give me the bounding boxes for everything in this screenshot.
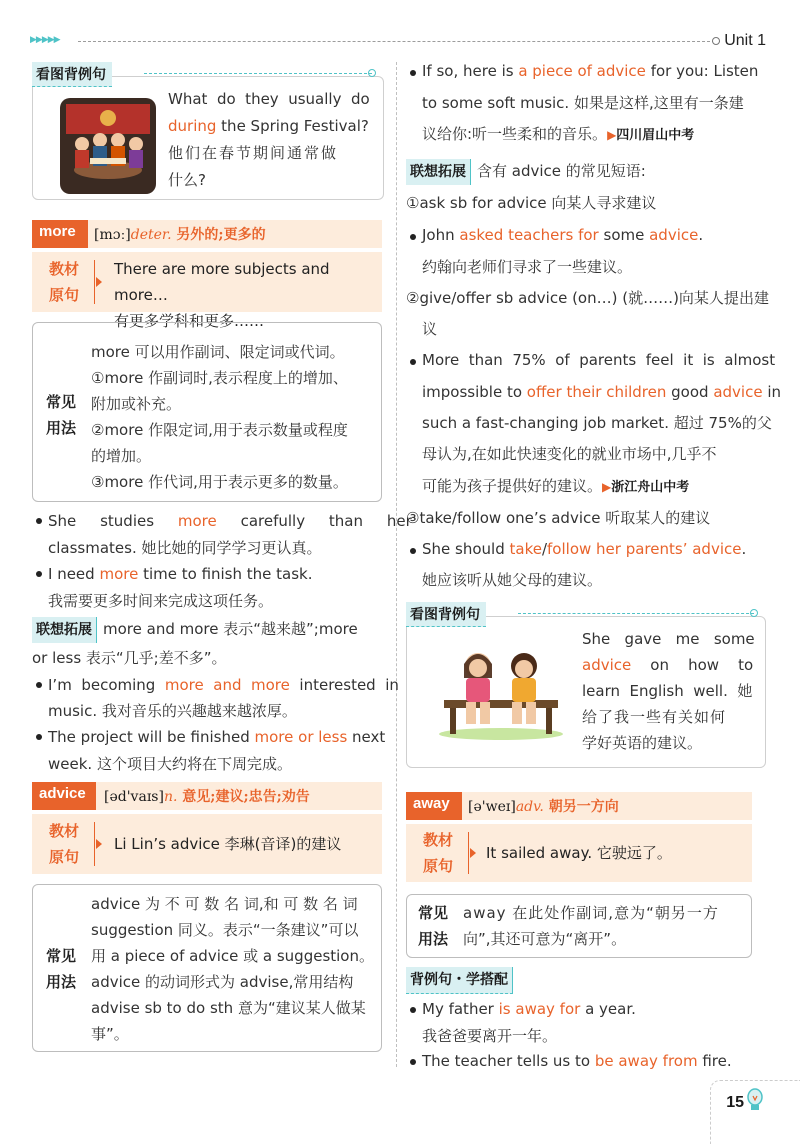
pic-example-tag: 看图背例句 (406, 602, 486, 627)
usage-line: 附加或补充。 (91, 395, 182, 413)
usage-line: ②more 作限定词,用于表示数量或程度 (91, 421, 348, 439)
example-more-2: I need more time to finish the task. (48, 565, 313, 583)
word-bar-away (406, 792, 752, 820)
phrase-2-example-l5: 可能为孩子提供好的建议。▶浙江舟山中考 (422, 477, 690, 495)
usage-box-more: 常见 用法 more 可以用作副词、限定词或代词。 ①more 作副词时,表示程度上的增加、 附加或补充。 ②more 作限定词,用于表示数量或程度 的增加。 ③more 作代词,用于表示更多的数量。 (32, 322, 382, 502)
pic-en-line-2: during the Spring Festival? (168, 117, 369, 135)
example-more-4: The project will be finished more or less next (48, 728, 386, 746)
pic-example-tag: 看图背例句 (32, 62, 112, 87)
pic-example-card-2 (406, 602, 768, 770)
phrase-3-example: She should take/follow her parents’ advice. (422, 540, 747, 558)
extension-more: 联想拓展 more and more 表示“越来越”;more (32, 616, 386, 643)
example-away-1: My father is away for a year. (422, 1000, 636, 1018)
phrase-2-example-l4: 母认为,在如此快速变化的就业市场中,几乎不 (422, 445, 717, 463)
textbook-source-advice: 教材 原句 Li Lin’s advice 李琳(音译)的建议 (32, 814, 382, 874)
usage-line: ①more 作副词时,表示程度上的增加、 (91, 369, 348, 387)
example-away-2: The teacher tells us to be away from fire. (422, 1052, 732, 1070)
family-dinner-illustration (60, 98, 156, 194)
word-bar-more (32, 220, 382, 248)
usage-line: more 可以用作副词、限定词或代词。 (91, 343, 345, 361)
pic2-zh-line-2: 学好英语的建议。 (582, 734, 703, 752)
pic-zh-line-1: 他们在春节期间通常做 (168, 144, 339, 162)
phrase-2-l2: 议 (422, 320, 438, 338)
pic2-zh-line-1: 给了我一些有关如何 (582, 708, 727, 726)
example-advice-1-l2: to some soft music. 如果是这样,这里有一条建 (422, 94, 744, 112)
example-away-1-zh: 我爸爸要离开一年。 (422, 1027, 558, 1045)
example-more-3: I’m becoming more and more interested in (48, 676, 399, 694)
example-more-3-zh: music. 我对音乐的兴趣越来越浓厚。 (48, 702, 297, 720)
unit-label: Unit 1 (724, 32, 766, 49)
extension-more-l2: or less 表示“几乎;差不多”。 (32, 649, 227, 667)
textbook-source-more: 教材 原句 There are more subjects and more… 有更多学科和更多…… (32, 252, 382, 312)
pic-zh-line-2: 什么? (168, 171, 206, 189)
pic2-en-line-1: She gave me some (582, 630, 755, 648)
example-advice-1: If so, here is a piece of advice for you: Listen (422, 62, 759, 80)
lightbulb-icon (746, 1088, 764, 1114)
example-more-1: She studies more carefully than her (48, 512, 412, 530)
usage-line: away 在此处作副词,意为“朝另一方 (463, 904, 719, 922)
textbook-source-away: 教材 原句 It sailed away. 它驶远了。 (406, 824, 752, 882)
usage-line: 向”,其还可意为“离开”。 (463, 930, 627, 948)
extension-advice: 联想拓展 含有 advice 的常见短语: (406, 158, 646, 185)
pic-example-card (32, 62, 388, 202)
phrase-1-example: John asked teachers for some advice. (422, 226, 704, 244)
usage-line: 事”。 (91, 1025, 129, 1043)
exam-source-stamp: 四川眉山中考 (616, 128, 695, 143)
example-advice-1-l3: 议给你:听一些柔和的音乐。▶四川眉山中考 (422, 125, 695, 143)
pic2-en-line-2: advice on how to (582, 656, 754, 674)
phrase-1-zh: 约翰向老师们寻求了一些建议。 (422, 258, 633, 276)
phrase-2-example-l2: impossible to offer their children good advice in (422, 383, 781, 401)
two-girls-bench-illustration (436, 642, 566, 742)
phrase-2-example-l1: More than 75% of parents feel it is almost (422, 351, 776, 369)
page-number: 15 (726, 1094, 744, 1111)
example-more-2-zh: 我需要更多时间来完成这项任务。 (48, 592, 274, 610)
usage-line: ③more 作代词,用于表示更多的数量。 (91, 473, 348, 491)
phrase-3: ③take/follow one’s advice 听取某人的建议 (406, 509, 711, 527)
example-more-1-zh: classmates. 她比她的同学学习更认真。 (48, 539, 322, 557)
header-arrows: ▶▶▶▶▶ (30, 35, 60, 45)
header-dot (712, 37, 720, 45)
header-rule (78, 41, 720, 42)
phonetic-away: [ə'weɪ]adv. 朝另一方向 (468, 799, 619, 815)
usage-box-advice: 常见 用法 advice 为 不 可 数 名 词,和 可 数 名 词 suggestion 同义。表示“一条建议”可以 用 a piece of advice 或 a suggestion。 advice 的动词形式为 advise,常用结构 advise sb to do sth 意为“建议某人做某 事”。 (32, 884, 382, 1052)
usage-box-away: 常见 用法 away 在此处作副词,意为“朝另一方 向”,其还可意为“离开”。 (406, 894, 752, 958)
usage-line: advice 为 不 可 数 名 词,和 可 数 名 词 (91, 895, 358, 913)
headword-more: more (32, 220, 88, 248)
phrase-2-example-l3: such a fast-changing job market. 超过 75%的父 (422, 414, 772, 432)
phrase-1: ①ask sb for advice 向某人寻求建议 (406, 194, 657, 212)
pic2-en-line-3: learn English well. 她 (582, 682, 753, 700)
word-bar-advice (32, 782, 382, 810)
collocation-tag: 背例句・学搭配 (406, 966, 519, 994)
headword-away: away (406, 792, 462, 820)
pic-en-line-1: What do they usually do (168, 90, 370, 108)
usage-line: advise sb to do sth 意为“建议某人做某 (91, 999, 366, 1017)
headword-advice: advice (32, 782, 96, 810)
phrase-2: ②give/offer sb advice (on…) (就……)向某人提出建 (406, 289, 769, 307)
usage-line: suggestion 同义。表示“一条建议”可以 (91, 921, 359, 939)
usage-line: 的增加。 (91, 447, 152, 465)
column-divider (396, 62, 397, 1067)
exam-source-stamp: 浙江舟山中考 (611, 480, 690, 495)
phonetic-more: [mɔː]deter. 另外的;更多的 (94, 227, 266, 243)
phrase-3-zh: 她应该听从她父母的建议。 (422, 571, 603, 589)
usage-line: 用 a piece of advice 或 a suggestion。 (91, 947, 374, 965)
phonetic-advice: [əd'vaɪs]n. 意见;建议;忠告;劝告 (104, 789, 310, 805)
example-more-4-zh: week. 这个项目大约将在下周完成。 (48, 755, 292, 773)
usage-line: advice 的动词形式为 advise,常用结构 (91, 973, 354, 991)
